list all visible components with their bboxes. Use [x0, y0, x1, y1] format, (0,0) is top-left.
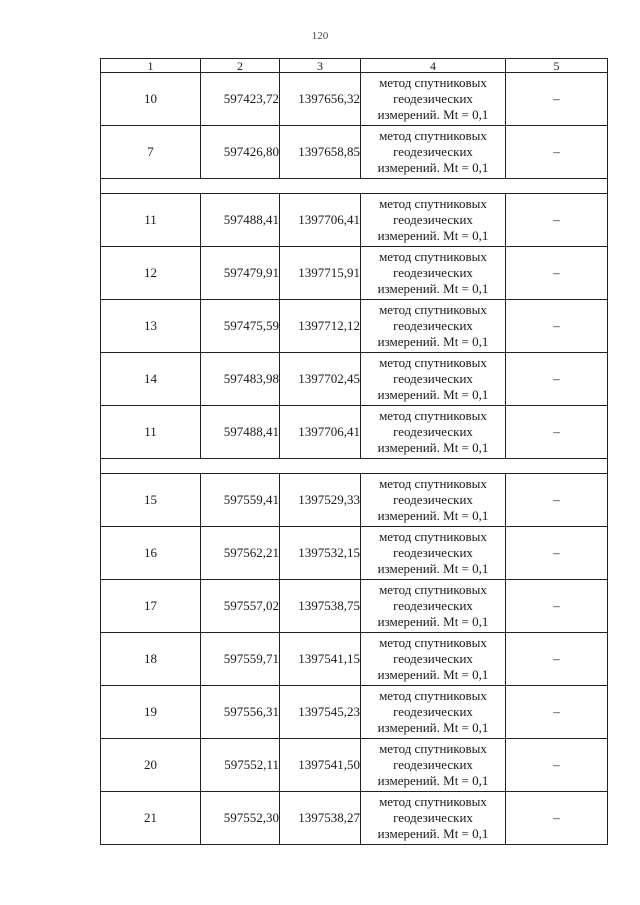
page-number: 120 — [311, 30, 329, 42]
description-cell: – — [506, 353, 608, 406]
point-number: 20 — [101, 739, 201, 792]
header-col-1: 1 — [101, 59, 201, 73]
description-cell: – — [506, 126, 608, 179]
method-text-line: геодезических — [393, 371, 473, 386]
method-cell — [361, 194, 506, 247]
x-coordinate: 597488,41 — [201, 406, 280, 459]
x-coordinate: 597556,31 — [201, 686, 280, 739]
x-coordinate: 597552,11 — [201, 739, 280, 792]
point-number: 12 — [101, 247, 201, 300]
point-number: 21 — [101, 792, 201, 845]
header-col-3: 3 — [280, 59, 361, 73]
point-number: 15 — [101, 474, 201, 527]
method-text-line: геодезических — [393, 757, 473, 772]
table-row — [101, 73, 608, 126]
method-text-line: геодезических — [393, 810, 473, 825]
method-text-line: геодезических — [393, 651, 473, 666]
table-row — [101, 792, 608, 845]
method-cell — [361, 686, 506, 739]
method-text-line: метод спутниковых — [379, 128, 487, 143]
point-number: 11 — [101, 406, 201, 459]
table-body — [101, 73, 608, 845]
header-row — [101, 59, 608, 73]
y-coordinate: 1397545,23 — [280, 686, 361, 739]
y-coordinate: 1397715,91 — [280, 247, 361, 300]
point-number: 19 — [101, 686, 201, 739]
table-row — [101, 300, 608, 353]
method-cell — [361, 739, 506, 792]
table-row — [101, 474, 608, 527]
x-coordinate: 597483,98 — [201, 353, 280, 406]
x-coordinate: 597479,91 — [201, 247, 280, 300]
method-text-line: метод спутниковых — [379, 529, 487, 544]
y-coordinate: 1397658,85 — [280, 126, 361, 179]
table-row — [101, 527, 608, 580]
method-cell — [361, 474, 506, 527]
method-cell — [361, 527, 506, 580]
separator-cell — [101, 459, 608, 474]
point-number: 10 — [101, 73, 201, 126]
method-text-line: измерений. Mt = 0,1 — [377, 614, 489, 629]
method-text-line: измерений. Mt = 0,1 — [377, 228, 489, 243]
method-text-line: измерений. Mt = 0,1 — [377, 773, 489, 788]
method-text-line: метод спутниковых — [379, 794, 487, 809]
y-coordinate: 1397538,27 — [280, 792, 361, 845]
y-coordinate: 1397541,50 — [280, 739, 361, 792]
method-text-line: метод спутниковых — [379, 75, 487, 90]
x-coordinate: 597559,41 — [201, 474, 280, 527]
method-text-line: метод спутниковых — [379, 355, 487, 370]
method-text-line: измерений. Mt = 0,1 — [377, 667, 489, 682]
method-text-line: метод спутниковых — [379, 635, 487, 650]
y-coordinate: 1397706,41 — [280, 406, 361, 459]
method-text-line: метод спутниковых — [379, 476, 487, 491]
y-coordinate: 1397532,15 — [280, 527, 361, 580]
y-coordinate: 1397529,33 — [280, 474, 361, 527]
method-text-line: метод спутниковых — [379, 741, 487, 756]
method-text-line: измерений. Mt = 0,1 — [377, 334, 489, 349]
method-text-line: измерений. Mt = 0,1 — [377, 826, 489, 841]
method-text-line: измерений. Mt = 0,1 — [377, 440, 489, 455]
method-text-line: геодезических — [393, 492, 473, 507]
method-text-line: геодезических — [393, 424, 473, 439]
header-col-4: 4 — [361, 59, 506, 73]
x-coordinate: 597562,21 — [201, 527, 280, 580]
method-cell — [361, 406, 506, 459]
y-coordinate: 1397706,41 — [280, 194, 361, 247]
method-text-line: измерений. Mt = 0,1 — [377, 107, 489, 122]
method-cell — [361, 247, 506, 300]
y-coordinate: 1397538,75 — [280, 580, 361, 633]
header-col-2: 2 — [201, 59, 280, 73]
table-row — [101, 739, 608, 792]
method-text-line: измерений. Mt = 0,1 — [377, 281, 489, 296]
point-number: 17 — [101, 580, 201, 633]
point-number: 18 — [101, 633, 201, 686]
x-coordinate: 597488,41 — [201, 194, 280, 247]
description-cell: – — [506, 406, 608, 459]
method-text-line: измерений. Mt = 0,1 — [377, 720, 489, 735]
method-text-line: измерений. Mt = 0,1 — [377, 160, 489, 175]
description-cell: – — [506, 792, 608, 845]
method-cell — [361, 126, 506, 179]
table-row — [101, 406, 608, 459]
table-row — [101, 580, 608, 633]
method-text-line: метод спутниковых — [379, 408, 487, 423]
method-cell — [361, 633, 506, 686]
table-row — [101, 353, 608, 406]
header-col-5: 5 — [506, 59, 608, 73]
method-text-line: метод спутниковых — [379, 196, 487, 211]
y-coordinate: 1397656,32 — [280, 73, 361, 126]
group-separator — [101, 179, 608, 194]
y-coordinate: 1397712,12 — [280, 300, 361, 353]
method-text-line: метод спутниковых — [379, 688, 487, 703]
y-coordinate: 1397702,45 — [280, 353, 361, 406]
table-row — [101, 633, 608, 686]
description-cell: – — [506, 527, 608, 580]
method-text-line: измерений. Mt = 0,1 — [377, 387, 489, 402]
method-text-line: метод спутниковых — [379, 302, 487, 317]
description-cell: – — [506, 580, 608, 633]
method-text-line: геодезических — [393, 598, 473, 613]
table-row — [101, 686, 608, 739]
method-cell — [361, 73, 506, 126]
method-cell — [361, 580, 506, 633]
separator-cell — [101, 179, 608, 194]
table-row — [101, 247, 608, 300]
x-coordinate: 597559,71 — [201, 633, 280, 686]
method-text-line: метод спутниковых — [379, 582, 487, 597]
x-coordinate: 597557,02 — [201, 580, 280, 633]
point-number: 13 — [101, 300, 201, 353]
point-number: 14 — [101, 353, 201, 406]
method-cell — [361, 300, 506, 353]
point-number: 7 — [101, 126, 201, 179]
method-cell — [361, 353, 506, 406]
description-cell: – — [506, 300, 608, 353]
description-cell: – — [506, 73, 608, 126]
x-coordinate: 597475,59 — [201, 300, 280, 353]
description-cell: – — [506, 247, 608, 300]
method-text-line: геодезических — [393, 318, 473, 333]
x-coordinate: 597423,72 — [201, 73, 280, 126]
description-cell: – — [506, 194, 608, 247]
method-text-line: геодезических — [393, 91, 473, 106]
method-text-line: метод спутниковых — [379, 249, 487, 264]
point-number: 16 — [101, 527, 201, 580]
y-coordinate: 1397541,15 — [280, 633, 361, 686]
table-row — [101, 194, 608, 247]
x-coordinate: 597552,30 — [201, 792, 280, 845]
point-number: 11 — [101, 194, 201, 247]
method-text-line: геодезических — [393, 144, 473, 159]
description-cell: – — [506, 474, 608, 527]
description-cell: – — [506, 686, 608, 739]
description-cell: – — [506, 633, 608, 686]
group-separator — [101, 459, 608, 474]
method-text-line: геодезических — [393, 545, 473, 560]
method-text-line: геодезических — [393, 704, 473, 719]
coordinates-table — [100, 58, 608, 845]
method-cell — [361, 792, 506, 845]
method-text-line: геодезических — [393, 265, 473, 280]
x-coordinate: 597426,80 — [201, 126, 280, 179]
table-row — [101, 126, 608, 179]
method-text-line: измерений. Mt = 0,1 — [377, 508, 489, 523]
description-cell: – — [506, 739, 608, 792]
method-text-line: геодезических — [393, 212, 473, 227]
method-text-line: измерений. Mt = 0,1 — [377, 561, 489, 576]
